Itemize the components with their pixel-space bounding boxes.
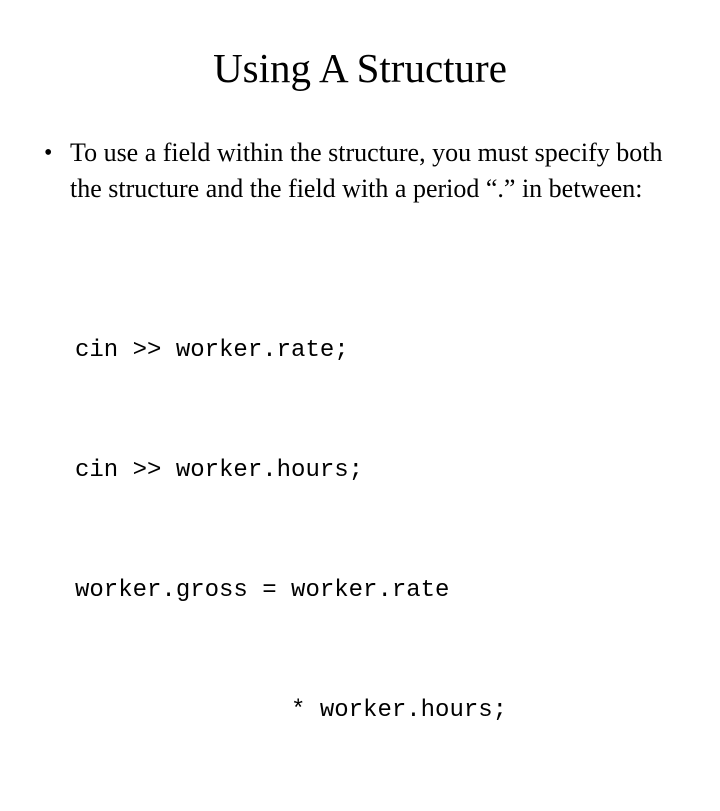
code-line-gross-continuation: * worker.hours; <box>75 697 508 724</box>
code-line-gross-assignment: worker.gross = worker.rate <box>75 577 450 604</box>
bullet-text: To use a field within the structure, you must specify both the structure and the field with a period “.” in between: <box>70 138 663 203</box>
code-line-rate-input: cin >> worker.rate; <box>75 337 349 364</box>
bullet-marker: • <box>44 140 53 166</box>
bullet-list <box>44 135 684 207</box>
slide-title: Using A Structure <box>213 45 507 91</box>
bullet-item <box>44 135 684 207</box>
code-line-hours-input: cin >> worker.hours; <box>75 457 364 484</box>
code-block <box>75 251 695 811</box>
